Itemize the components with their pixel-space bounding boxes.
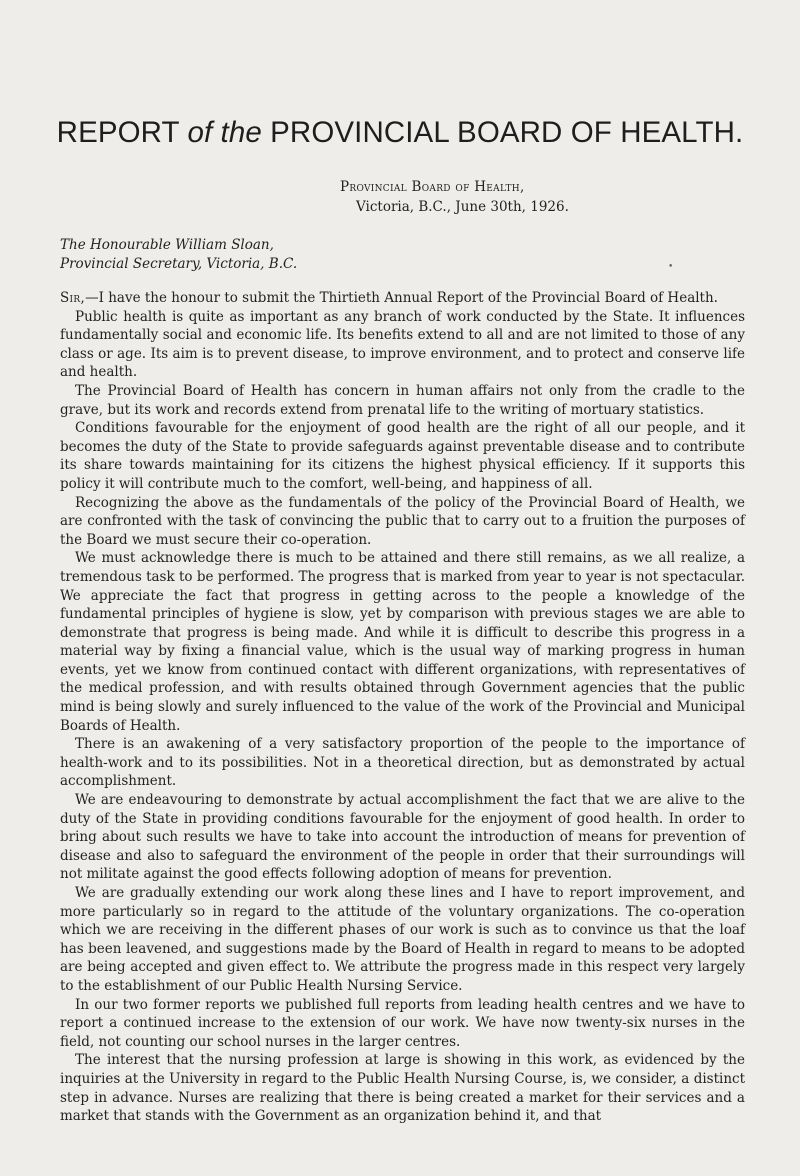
paragraph: Public health is quite as important as any branch of work conducted by the State. It influences fundamentally social and economic life. Its benefits extend to all and are not limited to those of any class or age. Its aim is to prevent disease, to improve environment, and to protect and conserve life and health. [60,308,745,381]
paragraph: Recognizing the above as the fundamentals of the policy of the Provincial Board of Health, we are confronted with the task of convincing the public that to carry out to a fruition the purposes of the Board we must secure their co-operation. [60,494,745,548]
paragraph: The interest that the nursing profession at large is showing in this work, as evidenced by the inquiries at the University in regard to the Public Health Nursing Course, is, we consider, a distinct step in advance. Nurses are realizing that there is being created a market for their services and a market that stands with the Government as an organization behind it, and that [60,1052,745,1125]
addressee-name: The Honourable William Sloan, [60,237,274,253]
paragraph: Sir,—I have the honour to submit the Thirtieth Annual Report of the Provincial Board of Health. [60,290,718,306]
report-title: REPORT of the PROVINCIAL BOARD OF HEALTH. [56,116,744,149]
paragraph: The Provincial Board of Health has concern in human affairs not only from the cradle to the grave, but its work and records extend from prenatal life to the writing of mortuary statistics. [60,382,745,418]
paragraph: We are endeavouring to demonstrate by actual accomplishment the fact that we are alive to the duty of the State in providing conditions favourable for the enjoyment of good health. In order to bring about such results we have to take into account the introduction of means for prevention of disease and also to safeguard the environment of the people in order that their surroundings will not militate against the good effects following adoption of means for prevention. [60,792,745,883]
letter-body [60,289,745,1126]
paragraph: There is an awakening of a very satisfactory proportion of the people to the importance of health-work and to its possibilities. Not in a theoretical direction, but as demonstrated by actual accomplishment. [60,736,745,790]
paragraph: Conditions favourable for the enjoyment of good health are the right of all our people, and it becomes the duty of the State to provide safeguards against preventable disease and to contribute its share towards maintaining for its citizens the highest physical efficiency. If it supports this policy it will contribute much to the comfort, well-being, and happiness of all. [60,420,745,492]
dateline-place-date: Victoria, B.C., June 30th, 1926. [356,199,569,215]
stray-mark-icon: • [668,262,674,272]
paragraph: We are gradually extending our work along these lines and I have to report improvement, and more particularly so in regard to the attitude of the voluntary organizations. The co-operation which we are receiving in the different phases of our work is such as to convince us that the loaf has been leavened, and suggestions made by the Board of Health in regard to means to be adopted are being accepted and given effect to. We attribute the progress made in this respect very largely to the establishment of our Public Health Nursing Service. [60,885,745,994]
dateline-office: Provincial Board of Health, [340,179,525,195]
paragraph: In our two former reports we published full reports from leading health centres and we have to report a continued increase to the extension of our work. We have now twenty-six nurses in the field, not counting our school nurses in the larger centres. [60,996,745,1050]
paragraph: We must acknowledge there is much to be attained and there still remains, as we all realize, a tremendous task to be performed. The progress that is marked from year to year is not spectacular. We appreciate the fact that progress in getting across to the people a knowledge of the fundamental principles of hygiene is slow, yet by comparison with previous stages we are able to demonstrate that progress is being made. And while it is difficult to describe this progress in a material way by fixing a financial value, which is the usual way of marking progress in human events, yet we know from continued contact with different organizations, with representatives of the medical profession, and with results obtained through Government agencies that the public mind is being slowly and surely influenced to the value of the work of the Provincial and Municipal Boards of Health. [60,550,745,734]
addressee-office: Provincial Secretary, Victoria, B.C. [60,256,298,272]
